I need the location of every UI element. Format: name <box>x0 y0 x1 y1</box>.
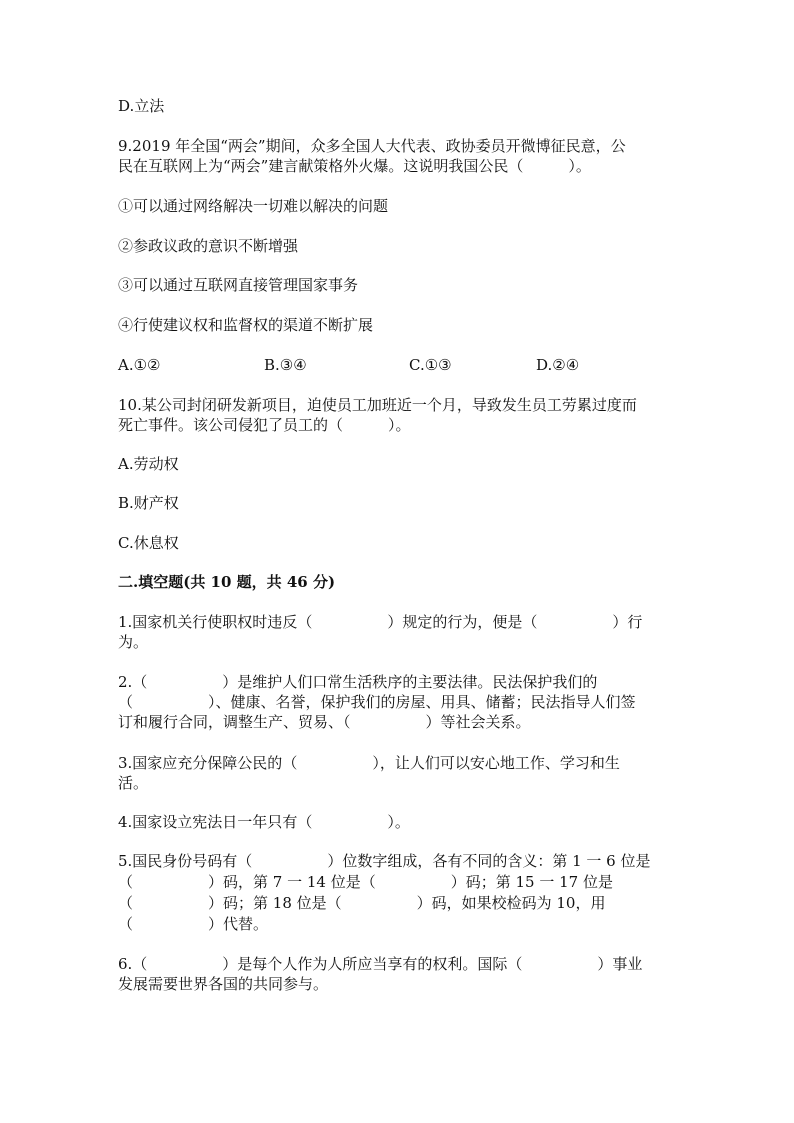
q9-statement-1: ①可以通过网络解决一切难以解决的问题 <box>118 197 389 215</box>
fill-q2-line2: （ ）、健康、名誉，保护我们的房屋、用具、储蓄；民法指导人们签 <box>118 693 636 711</box>
fill-q2-line1: 2.（ ）是维护人们口常生活秩序的主要法律。民法保护我们的 <box>118 673 598 691</box>
fill-q2-line3: 订和履行合同，调整生产、贸易、（ ）等社会关系。 <box>118 713 531 731</box>
fill-q5-line4: （ ）代替。 <box>118 915 269 933</box>
fill-q1-line2: 为。 <box>118 633 149 651</box>
fill-q5-line1: 5.国民身份号码有（ ）位数字组成，各有不同的含义：第 1 一 6 位是 <box>118 852 651 870</box>
fill-q1-line1: 1.国家机关行使职权时违反（ ）规定的行为，便是（ ）行 <box>118 613 643 631</box>
q9-option-d: D.②④ <box>536 356 580 374</box>
fill-q3-line1: 3.国家应充分保障公民的（ ），让人们可以安心地工作、学习和生 <box>118 754 620 772</box>
fill-q5-line3: （ ）码；第 18 位是（ ）码，如果校检码为 10，用 <box>118 894 606 912</box>
fill-q3-line2: 活。 <box>118 774 149 792</box>
q9-option-a: A.①② <box>118 356 161 374</box>
q10-option-b: B.财产权 <box>118 494 179 512</box>
section-heading: 二.填空题(共 10 题，共 46 分) <box>118 573 336 591</box>
q8-option-d: D.立法 <box>118 97 165 115</box>
q10-stem-line1: 10.某公司封闭研发新项目，迫使员工加班近一个月，导致发生员工劳累过度而 <box>118 396 637 414</box>
q9-option-c: C.①③ <box>409 356 452 374</box>
fill-q4-line1: 4.国家设立宪法日一年只有（ ）。 <box>118 813 410 831</box>
fill-q6-line1: 6.（ ）是每个人作为人所应当享有的权利。国际（ ）事业 <box>118 955 643 973</box>
q9-statement-4: ④行使建议权和监督权的渠道不断扩展 <box>118 316 374 334</box>
q10-stem-line2: 死亡事件。该公司侵犯了员工的（ ）。 <box>118 416 411 434</box>
q9-statement-2: ②参政议政的意识不断增强 <box>118 237 299 255</box>
q9-statement-3: ③可以通过互联网直接管理国家事务 <box>118 276 359 294</box>
q9-stem-line1: 9.2019 年全国“两会”期间，众多全国人大代表、政协委员开微博征民意，公 <box>118 137 626 155</box>
fill-q5-line2: （ ）码，第 7 一 14 位是（ ）码；第 15 一 17 位是 <box>118 873 613 891</box>
q9-stem-line2: 民在互联网上为“两会”建言献策格外火爆。这说明我国公民（ ）。 <box>118 157 591 175</box>
q9-option-b: B.③④ <box>264 356 307 374</box>
q9-options <box>118 355 678 375</box>
q10-option-c: C.休息权 <box>118 534 179 552</box>
fill-q6-line2: 发展需要世界各国的共同参与。 <box>118 975 329 993</box>
q10-option-a: A.劳动权 <box>118 455 179 473</box>
